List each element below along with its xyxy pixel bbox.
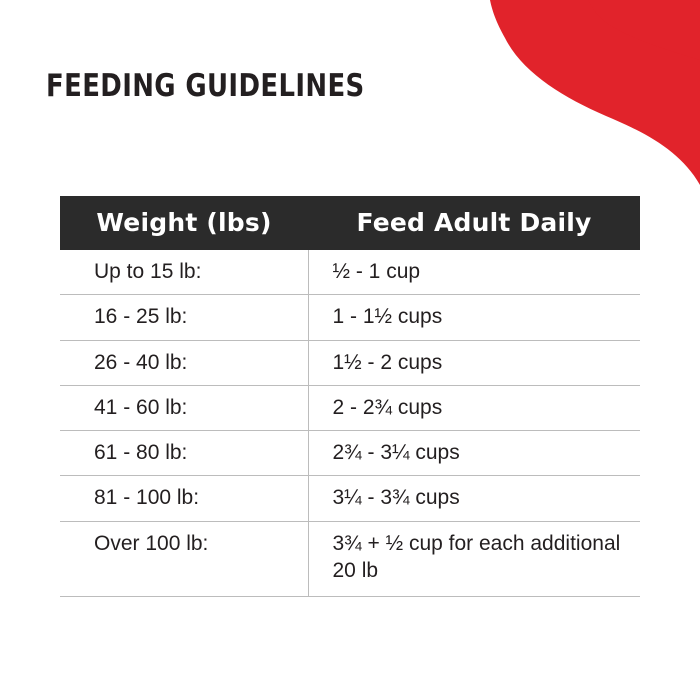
table-row (60, 250, 640, 295)
cell-feed: ½ - 1 cup (308, 250, 640, 295)
table-header-row (60, 196, 640, 250)
cell-feed: 2 - 2¾ cups (308, 385, 640, 430)
cell-feed: 1½ - 2 cups (308, 340, 640, 385)
cell-feed: 1 - 1½ cups (308, 295, 640, 340)
page-title: FEEDING GUIDELINES (46, 68, 365, 104)
table-row (60, 295, 640, 340)
table-header (60, 196, 640, 250)
column-header-feed: Feed Adult Daily (308, 196, 640, 250)
cell-weight: 41 - 60 lb: (60, 385, 308, 430)
cell-weight: 61 - 80 lb: (60, 431, 308, 476)
cell-feed: 3¼ - 3¾ cups (308, 476, 640, 521)
cell-weight: Up to 15 lb: (60, 250, 308, 295)
table-row (60, 521, 640, 597)
cell-weight: 16 - 25 lb: (60, 295, 308, 340)
cell-feed: 3¾ + ½ cup for each additional 20 lb (308, 521, 640, 597)
feeding-table-container (60, 196, 640, 597)
table-body (60, 250, 640, 597)
cell-weight: 26 - 40 lb: (60, 340, 308, 385)
cell-feed: 2¾ - 3¼ cups (308, 431, 640, 476)
table-row (60, 340, 640, 385)
column-header-weight: Weight (lbs) (60, 196, 308, 250)
red-corner-swoosh (430, 0, 700, 185)
cell-weight: Over 100 lb: (60, 521, 308, 597)
cell-weight: 81 - 100 lb: (60, 476, 308, 521)
table-row (60, 431, 640, 476)
feeding-guidelines-table (60, 196, 640, 597)
table-row (60, 476, 640, 521)
table-row (60, 385, 640, 430)
